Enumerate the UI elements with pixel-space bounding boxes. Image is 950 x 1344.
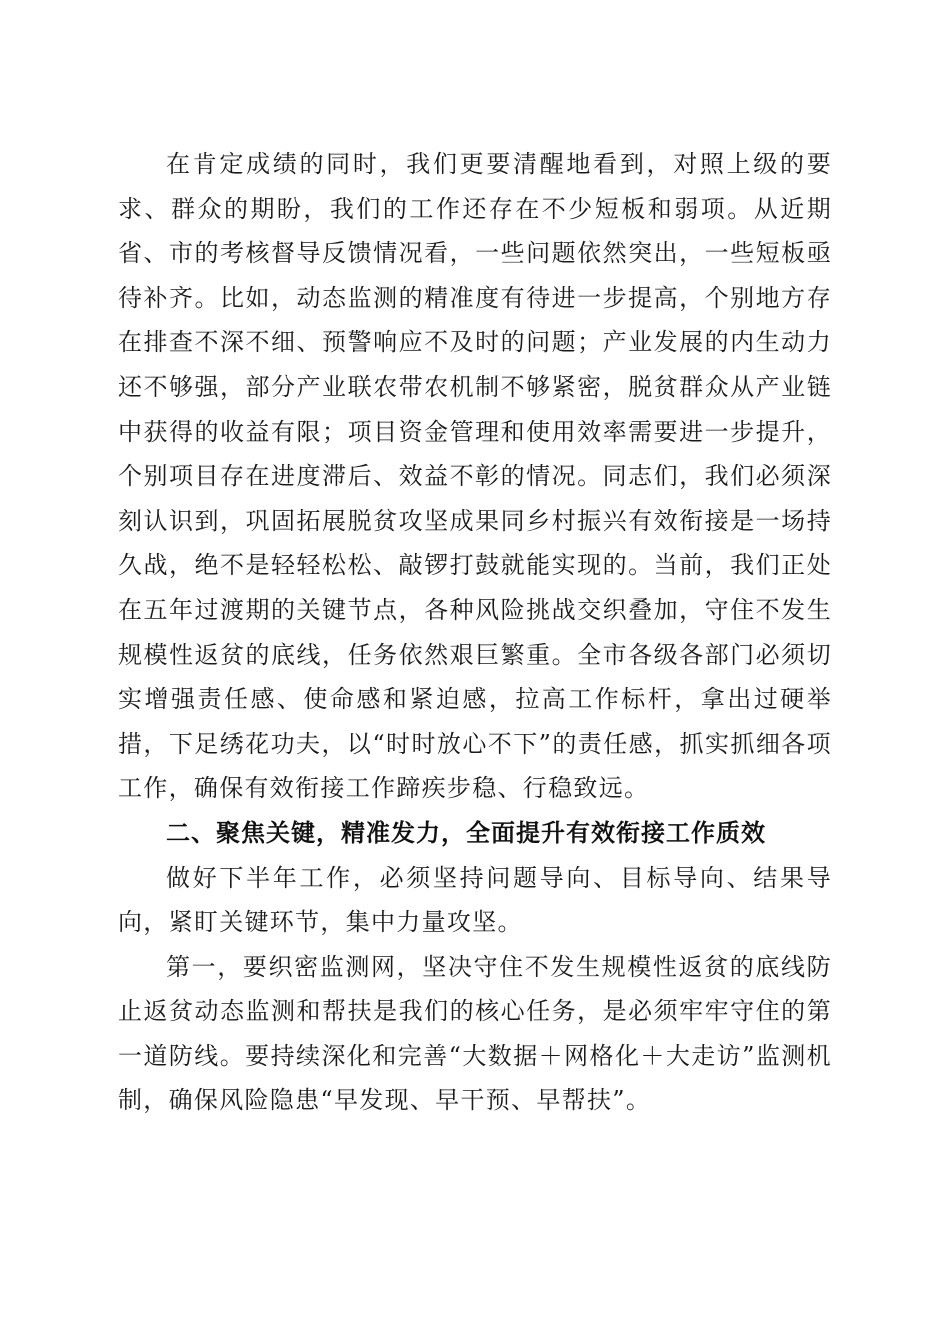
- paragraph-shortcomings: 在肯定成绩的同时，我们更要清醒地看到，对照上级的要求、群众的期盼，我们的工作还存在不少短板和弱项。从近期省、市的考核督导反馈情况看，一些问题依然突出，一些短板亟待补齐。比如，动态监测的精准度有待进一步提高，个别地方存在排查不深不细、预警响应不及时的问题；产业发展的内生动力还不够强，部分产业联农带农机制不够紧密，脱贫群众从产业链中获得的收益有限；项目资金管理和使用效率需要进一步提升，个别项目存在进度滞后、效益不彰的情况。同志们，我们必须深刻认识到，巩固拓展脱贫攻坚成果同乡村振兴有效衔接是一场持久战，绝不是轻轻松松、敲锣打鼓就能实现的。当前，我们正处在五年过渡期的关键节点，各种风险挑战交织叠加，守住不发生规模性返贫的底线，任务依然艰巨繁重。全市各级各部门必须切实增强责任感、使命感和紧迫感，拉高工作标杆，拿出过硬举措，下足绣花功夫，以“时时放心不下”的责任感，抓实抓细各项工作，确保有效衔接工作蹄疾步稳、行稳致远。: [118, 150, 832, 803]
- paragraph-first-point: 第一，要织密监测网，坚决守住不发生规模性返贫的底线防止返贫动态监测和帮扶是我们的核心任务，是必须牢牢守住的第一道防线。要持续深化和完善“大数据＋网格化＋大走访”监测机制，确保风险隐患“早发现、早干预、早帮扶”。: [118, 952, 832, 1115]
- document-body: [118, 142, 832, 1123]
- section-heading: 二、聚焦关键，精准发力，全面提升有效衔接工作质效: [166, 818, 766, 847]
- paragraph-intro: 做好下半年工作，必须坚持问题导向、目标导向、结果导向，紧盯关键环节，集中力量攻坚。: [118, 863, 832, 937]
